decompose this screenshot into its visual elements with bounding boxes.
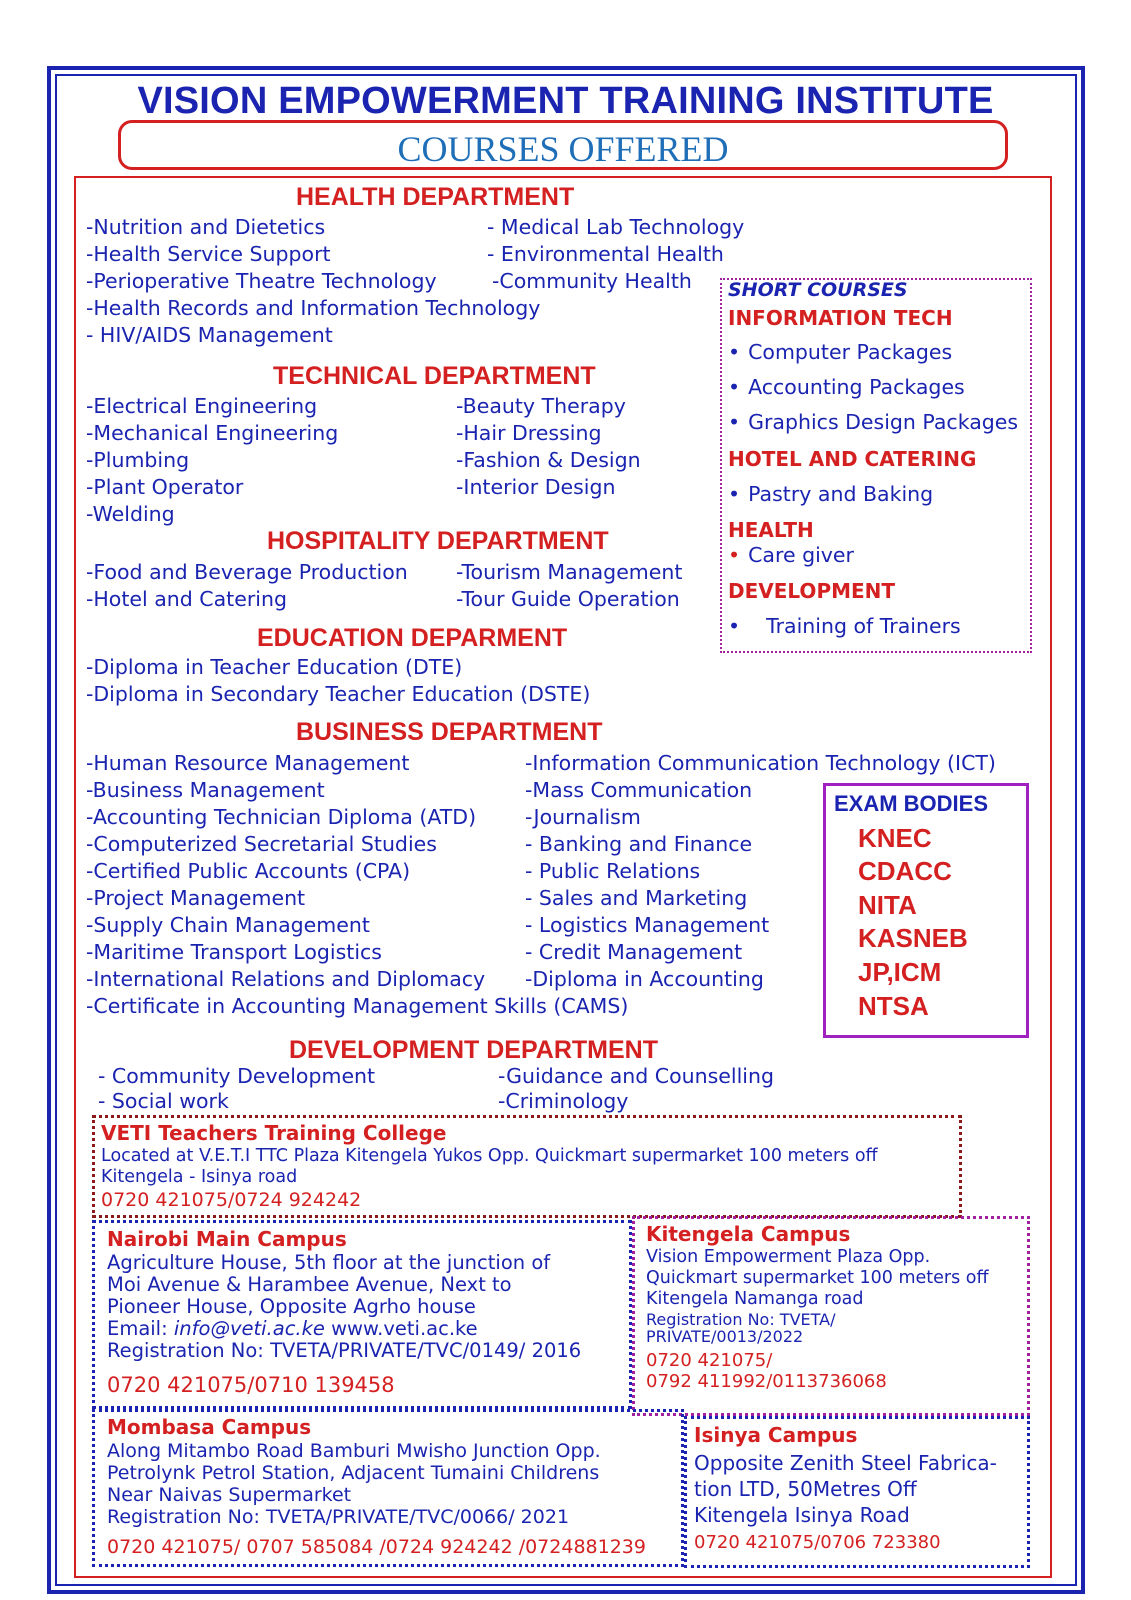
short-course-item: • Accounting Packages <box>728 375 965 399</box>
exam-bodies-title: EXAM BODIES <box>834 791 989 816</box>
course-item: -Fashion & Design <box>456 448 641 472</box>
exam-body-item: KASNEB <box>858 923 968 953</box>
course-item: - Environmental Health <box>487 242 724 266</box>
isinya-campus-address: Opposite Zenith Steel Fabrica- tion LTD, 50Metres Off Kitengela Isinya Road <box>694 1451 997 1527</box>
course-item: -Certified Public Accounts (CPA) <box>86 859 411 883</box>
development-right-list <box>498 1064 774 1114</box>
hospitality-right-list <box>456 559 682 613</box>
short-courses-development-label: DEVELOPMENT <box>728 579 896 603</box>
course-item: -Diploma in Accounting <box>525 967 764 991</box>
course-item: -Health Service Support <box>86 242 331 266</box>
course-item: -Computerized Secretarial Studies <box>86 832 437 856</box>
bullet-icon: • <box>728 482 741 506</box>
course-item: -Health Records and Information Technology <box>86 296 541 320</box>
course-item: -Guidance and Counselling <box>498 1064 774 1088</box>
course-item: -Business Management <box>86 778 325 802</box>
business-department-heading: BUSINESS DEPARTMENT <box>296 718 603 746</box>
isinya-campus-phone: 0720 421075/0706 723380 <box>694 1532 941 1553</box>
short-course-item: • Graphics Design Packages <box>728 410 1019 434</box>
mombasa-campus-name: Mombasa Campus <box>107 1415 312 1439</box>
short-courses-health-label: HEALTH <box>728 518 814 542</box>
course-item: -Mechanical Engineering <box>86 421 339 445</box>
short-course-item: • Pastry and Baking <box>728 482 934 506</box>
course-item: -Diploma in Secondary Teacher Education (DSTE) <box>86 682 591 706</box>
isinya-campus-name: Isinya Campus <box>694 1423 858 1447</box>
mombasa-campus-phone: 0720 421075/ 0707 585084 /0724 924242 /0724881239 <box>107 1536 646 1558</box>
kitengela-campus-registration: Registration No: TVETA/ PRIVATE/0013/2022 <box>646 1310 836 1346</box>
health-department-heading: HEALTH DEPARTMENT <box>296 183 575 211</box>
course-item: -Accounting Technician Diploma (ATD) <box>86 805 477 829</box>
course-item: -Mass Communication <box>525 778 753 802</box>
course-item: -Diploma in Teacher Education (DTE) <box>86 655 463 679</box>
nairobi-website[interactable]: www.veti.ac.ke <box>324 1317 478 1340</box>
course-item: -Food and Beverage Production <box>86 560 408 584</box>
nairobi-campus-address: Agriculture House, 5th floor at the junction of Moi Avenue & Harambee Avenue, Next to Pioneer House, Opposite Agrho house Email: info@veti.ac.ke www.veti.ac.ke Registration No: TVETA/PRIVATE/TVC/0149/ 2016 <box>107 1251 582 1362</box>
bullet-icon: • <box>728 614 741 638</box>
courses-offered-title: COURSES OFFERED <box>397 129 729 169</box>
course-item: - Social work <box>98 1089 229 1113</box>
health-left-list <box>86 214 540 349</box>
veti-campus-phone: 0720 421075/0724 924242 <box>101 1189 362 1211</box>
course-item: -Hotel and Catering <box>86 587 287 611</box>
course-item: - Logistics Management <box>525 913 770 937</box>
exam-body-item: CDACC <box>858 856 952 886</box>
technical-right-list <box>456 393 641 501</box>
course-item: - Community Development <box>98 1064 376 1088</box>
course-item: -Tourism Management <box>456 560 683 584</box>
short-courses-it-label: INFORMATION TECH <box>728 306 953 330</box>
bullet-icon: • <box>728 410 741 434</box>
short-course-item: • Training of Trainers <box>728 614 961 638</box>
exam-body-item: NTSA <box>858 991 929 1021</box>
short-course-item: • Computer Packages <box>728 340 953 364</box>
mombasa-campus-address: Along Mitambo Road Bamburi Mwisho Junction Opp. Petrolynk Petrol Station, Adjacent Tumaini Childrens Near Naivas Supermarket Registration No: TVETA/PRIVATE/TVC/0066/ 2021 <box>107 1440 601 1528</box>
bullet-icon: • <box>728 543 741 567</box>
course-item: -International Relations and Diplomacy <box>86 967 486 991</box>
development-department-heading: DEVELOPMENT DEPARTMENT <box>289 1036 658 1064</box>
education-department-heading: EDUCATION DEPARMENT <box>257 624 568 652</box>
short-course-item: • Care giver <box>728 543 854 567</box>
short-courses-title: SHORT COURSES <box>728 279 908 301</box>
veti-campus-address: Located at V.E.T.I TTC Plaza Kitengela Yukos Opp. Quickmart supermarket 100 meters off Kitengela - Isinya road <box>101 1146 878 1187</box>
course-item: -Project Management <box>86 886 306 910</box>
course-item: - Sales and Marketing <box>525 886 748 910</box>
kitengela-campus-phone: 0720 421075/ 0792 411992/0113736068 <box>646 1350 887 1392</box>
course-item: - HIV/AIDS Management <box>86 323 333 347</box>
education-list <box>86 654 590 708</box>
course-item: -Human Resource Management <box>86 751 410 775</box>
course-item: -Hair Dressing <box>456 421 602 445</box>
course-item: -Supply Chain Management <box>86 913 370 937</box>
nairobi-campus-name: Nairobi Main Campus <box>107 1227 347 1251</box>
course-item: -Welding <box>86 502 175 526</box>
institute-title: VISION EMPOWERMENT TRAINING INSTITUTE <box>137 80 994 122</box>
course-item: -Interior Design <box>456 475 616 499</box>
nairobi-email[interactable]: info@veti.ac.ke <box>173 1317 325 1340</box>
bullet-icon: • <box>728 375 741 399</box>
course-item: -Community Health <box>492 269 692 293</box>
course-item: -Maritime Transport Logistics <box>86 940 382 964</box>
health-right-list <box>487 214 744 295</box>
course-item: -Electrical Engineering <box>86 394 318 418</box>
short-courses-hotel-label: HOTEL AND CATERING <box>728 447 977 471</box>
course-item: -Information Communication Technology (ICT) <box>525 751 996 775</box>
course-item: -Beauty Therapy <box>456 394 626 418</box>
bullet-icon: • <box>728 340 741 364</box>
exam-body-item: NITA <box>858 890 917 920</box>
course-item: -Plumbing <box>86 448 190 472</box>
course-item: -Certificate in Accounting Management Skills (CAMS) <box>86 994 629 1018</box>
course-item: -Plant Operator <box>86 475 244 499</box>
course-item: -Journalism <box>525 805 641 829</box>
veti-campus-name: VETI Teachers Training College <box>101 1121 447 1145</box>
hospitality-department-heading: HOSPITALITY DEPARTMENT <box>267 527 609 555</box>
course-item: -Perioperative Theatre Technology <box>86 269 437 293</box>
course-item: -Criminology <box>498 1089 629 1113</box>
kitengela-campus-name: Kitengela Campus <box>646 1222 851 1246</box>
course-item: - Banking and Finance <box>525 832 753 856</box>
technical-department-heading: TECHNICAL DEPARTMENT <box>273 362 596 390</box>
technical-left-list <box>86 393 338 528</box>
exam-body-item: KNEC <box>858 823 932 853</box>
exam-body-item: JP,ICM <box>858 957 942 987</box>
nairobi-campus-phone: 0720 421075/0710 139458 <box>107 1373 395 1397</box>
development-left-list <box>98 1064 375 1114</box>
course-item: - Credit Management <box>525 940 743 964</box>
hospitality-left-list <box>86 559 408 613</box>
course-item: -Tour Guide Operation <box>456 587 680 611</box>
course-item: - Public Relations <box>525 859 701 883</box>
course-item: -Nutrition and Dietetics <box>86 215 326 239</box>
course-item: - Medical Lab Technology <box>487 215 745 239</box>
kitengela-campus-address: Vision Empowerment Plaza Opp. Quickmart supermarket 100 meters off Kitengela Namanga road <box>646 1247 989 1309</box>
